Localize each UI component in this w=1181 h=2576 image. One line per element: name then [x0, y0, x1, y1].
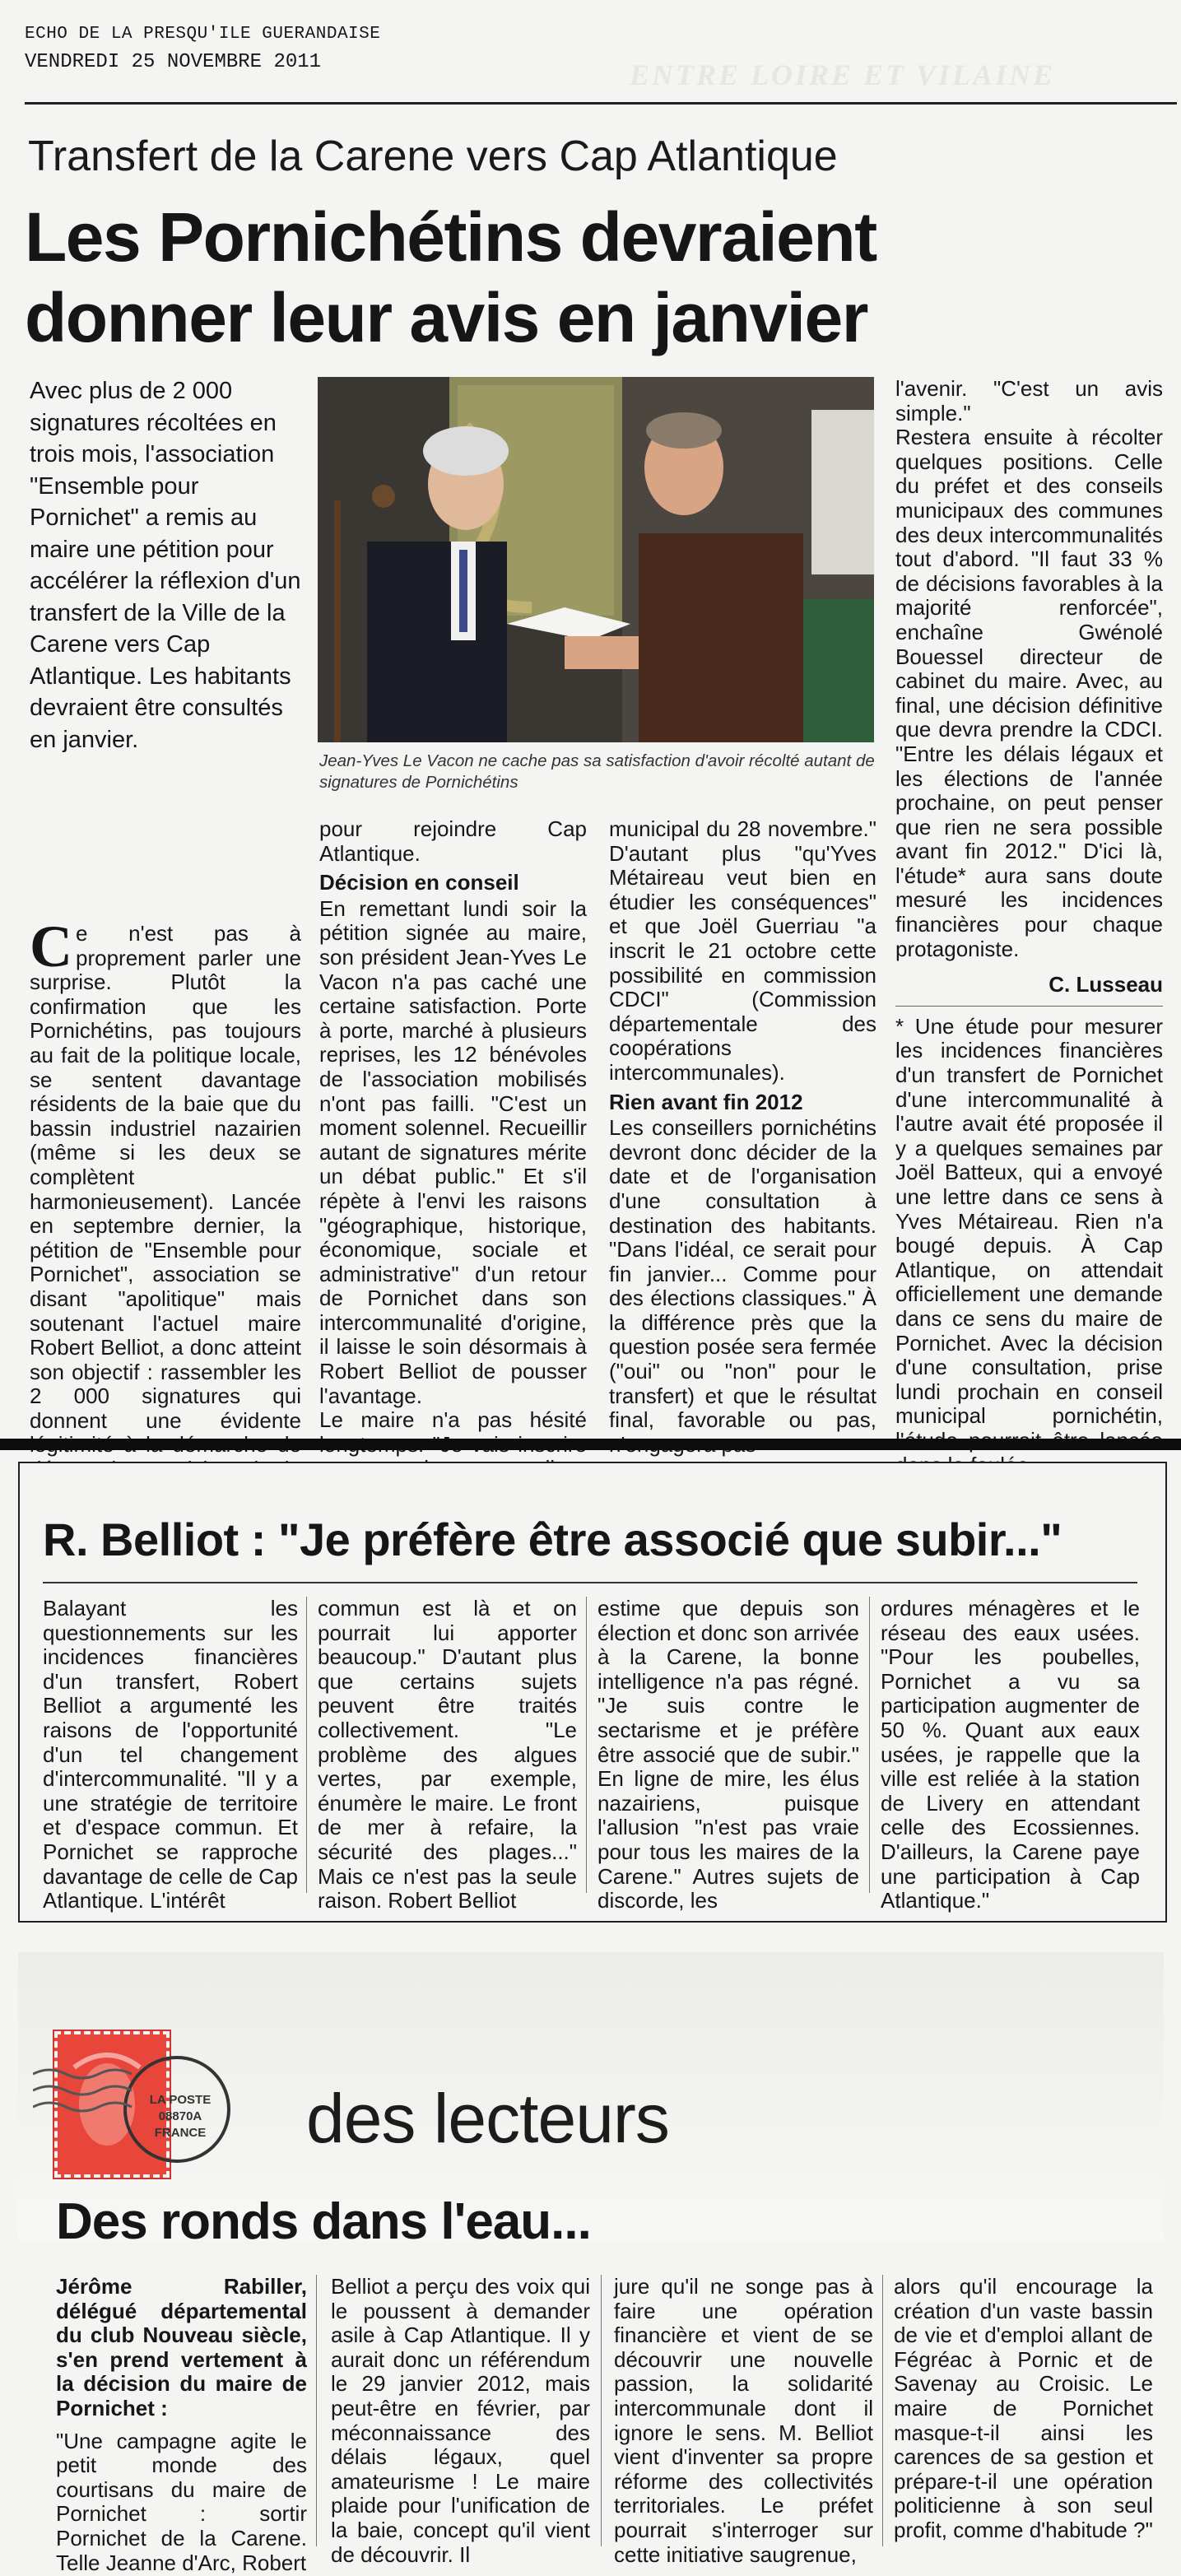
- article-2-column-1: Balayant les questionnements sur les incidences financières d'un transfert, Robert Belliot a argumenté les raisons de l'opportunité d'un tel changement d'intercommunalité. "Il y a une stratégie de territoire et d'espace commun. Et Pornichet se rapproche davantage de celle de Cap Atlantique. L'intérêt: [43, 1596, 298, 1913]
- column-divider: [586, 1597, 587, 1893]
- article-2-column-3: estime que depuis son élection et donc son arrivée à la Carene, la bonne intelligence n'a pas régné. "Je suis contre le sectarisme et je préfère être associé que de subir." En ligne de mire, les élus nazairiens, puisque l'allusion "n'est pas vraie pour tous les maires de la Carene." Autres sujets de discorde, les: [597, 1596, 859, 1913]
- headline-rule: [43, 1582, 1137, 1583]
- column-divider: [869, 1597, 870, 1893]
- column-divider: [316, 2275, 317, 2546]
- article-column-3: [609, 817, 876, 1457]
- article-2-column-4: ordures ménagères et le réseau des eaux usées. "Pour les poubelles, Pornichet a vu sa participation augmenter de 50 %. Quant aux eaux usées, je rappelle que la ville est reliée à la station de Livery en attendant celle des Ecossiennes. D'ailleurs, la Carene paye une participation à Cap Atlantique.": [881, 1596, 1140, 1913]
- column-2-intro: pour rejoindre Cap Atlantique.: [319, 816, 587, 866]
- footnote: * Une étude pour mesurer les incidences financières d'un transfert de Pornichet d'une intercommunalité à l'autre avait été proposée il y a quelques semaines par Joël Batteux, qui a envoyé une lettre dans ce sens à Yves Métaireau. Rien n'a bougé depuis. À Cap Atlantique, on attendait officiellement une demande dans ce sens du maire de Pornichet. Avec la décision d'une consultation, prise lundi prochain en conseil municipal pornichétin,: [895, 1013, 1163, 1429]
- section-banner: ENTRE LOIRE ET VILAINE: [630, 58, 1056, 91]
- page-separator: [0, 1439, 1181, 1450]
- lecteurs-headline: Des ronds dans l'eau...: [56, 2193, 591, 2250]
- postmark-text: LA POSTE 08870A FRANCE: [149, 2093, 212, 2140]
- news-photo: [318, 377, 874, 742]
- newspaper-name: ECHO DE LA PRESQU'ILE GUERANDAISE: [25, 25, 381, 44]
- article-column-4: [895, 377, 1163, 1477]
- letter-opening: "Une campagne agite le petit monde des courtisans du maire de Pornichet : sortir Pornichet de la Carene. Telle Jeanne d'Arc, Robert: [56, 2428, 307, 2575]
- subhead-decision: Décision en conseil: [319, 870, 519, 895]
- lecteurs-column-2: Belliot a perçu des voix qui le poussent à demander asile à Cap Atlantique. Il y aurait donc un référendum le 29 janvier 2012, mais peut-être en février, par méconnaissance des délais légaux, quel amateurisme ! Le maire plaide pour l'unification de la baie, concept qu'il vient de découvrir. Il: [331, 2274, 590, 2567]
- masthead-rule: [25, 102, 1177, 105]
- column-2-paragraph-2: Le maire n'a pas hésité: [319, 1407, 587, 1433]
- article-headline-line2: donner leur avis en janvier: [25, 279, 867, 356]
- letter-intro: Jérôme Rabiller, délégué départemental du club Nouveau siècle, s'en prend vertement à la décision du maire de Pornichet :: [56, 2274, 307, 2420]
- article-headline-line1: Les Pornichétins devraient: [25, 198, 876, 276]
- column-4-intro: l'avenir. "C'est un avis simple.": [895, 376, 1163, 425]
- drop-cap: C: [30, 914, 72, 979]
- article-2-column-2: commun est là et on pourrait lui apporter beaucoup." D'autant plus que certains sujets peuvent être traités collectivement. "Le problème des algues vertes, par exemple, énumère le maire. Le front de mer à refaire, la sécurité des plages..." Mais ce n'est pas la seule raison. Robert Belliot: [318, 1596, 577, 1913]
- article-lead: Avec plus de 2 000 signatures récoltées en trois mois, l'association "Ensemble pour Pornichet" a remis au maire une pétition pour accélérer la réflexion d'un transfert de la Ville de la Carene vers Cap Atlantique. Les habitants devraient être consultés en janvier.: [30, 378, 301, 753]
- column-3-intro: municipal du 28 novembre." D'autant plus "qu'Yves Métaireau veut bien en étudier les conséquences" et que Joël Guerriau "a inscrit le 21 octobre cette possibilité en commission CDCI" (Commission départementale des coopérations intercommunales).: [609, 816, 876, 1085]
- postmark-waves: [33, 2066, 148, 2132]
- lecteurs-column-4: alors qu'il encourage la création d'un vaste bassin de vie et d'emploi allant de Fégréac à Pornic et de Savenay au Croisic. Le maire de Pornichet masque-t-il ainsi les carences de sa gestion et prépare-t-il une opération politicienne à son seul profit, comme d'habitude ?": [894, 2274, 1153, 2542]
- column-2-paragraph: En remettant lundi soir la pétition signée au maire, son président Jean-Yves Le Vacon n'a pas caché une certaine satisfaction. Porte à porte, marché à plusieurs reprises, les 12 bénévoles de l'association mobilisés n'ont pas failli. "C'est un moment solennel. Recueillir autant de signatures mérite un débat public." Et s'il répète à l'envi les raisons "géographique, historique, économique, sociale et administrative" d'un retour de Pornichet dans son intercommunalité d'origine, il laisse le soin désormais à Robert Belliot de pousser l'avantage.: [319, 895, 587, 1408]
- lecteurs-section-title: des lecteurs: [306, 2080, 669, 2157]
- photo-caption: Jean-Yves Le Vacon ne cache pas sa satisfaction d'avoir récolté autant de signatures de Pornichétins: [319, 751, 875, 792]
- column-divider: [306, 1597, 307, 1893]
- article-kicker: Transfert de la Carene vers Cap Atlantique: [28, 133, 838, 180]
- article-2-headline: R. Belliot : "Je préfère être associé que subir...": [43, 1514, 1062, 1565]
- column-divider: [601, 2275, 602, 2546]
- column-divider: [882, 2275, 883, 2546]
- author-signature: C. Lusseau: [1048, 972, 1163, 997]
- lecteurs-column-1: [56, 2275, 307, 2575]
- signature-rule: [895, 1006, 1163, 1007]
- lecteurs-column-3: jure qu'il ne songe pas à faire une opération financière et vient de se découvrir une nouvelle passion, la solidarité intercommunale dont il ignore le sens. M. Belliot vient d'inventer sa propre réforme des collectivités territoriales. Le préfet pourrait s'interroger sur cette initiative saugrenue,: [614, 2274, 873, 2567]
- article-column-1: [30, 914, 301, 1506]
- column-4-paragraph: Restera ensuite à récolter quelques positions. Celle du préfet et des conseils municipaux des communes des deux intercommunalités tout d'abord. "Il faut 33 % de décisions favorables à la majorité renforcée", enchaîne Gwénolé Bouessel directeur de cabinet du maire. Avec, au final, une décision définitive que devra prendre la CDCI. "Entre les délais légaux et les élections de l'année prochaine, on peut penser que rien ne sera possible avant fin 2012." D'ici là, l'étude* aura sans doute mesuré les incidences financières pour chaque protagoniste.: [895, 425, 1163, 961]
- column-1-text: e n'est pas à proprement parler une surprise. Plutôt la confirmation que les Pornichétins, pas toujours au fait de la politique locale, se sentent davantage résidents de la baie que du bassin industriel nazairien (même si les deux se complètent harmonieusement). Lancée en septembre dernier, la pétition de "Ensemble pour Pornichet", association se disant "apolitique" mais soutenant l'actuel maire Robert Belliot, a donc atteint son objectif : rassembler les 2 000 signatures qui donnent une évidente: [30, 921, 301, 1433]
- issue-date: VENDREDI 25 NOVEMBRE 2011: [25, 51, 322, 73]
- column-3-paragraph: Les conseillers pornichétins devront donc décider de la date et de l'organisation d'une consultation à destination des habitants. "Dans l'idéal, ce serait pour fin janvier... Comme pour des élections classiques." À la différence près que la question posée sera fermée ("oui" ou "non" pour le transfert) et que le résultat final, favorable ou pas,: [609, 1115, 876, 1433]
- photo-illustration: [318, 377, 874, 742]
- article-column-2: [319, 817, 587, 1481]
- subhead-rien-avant: Rien avant fin 2012: [609, 1089, 803, 1114]
